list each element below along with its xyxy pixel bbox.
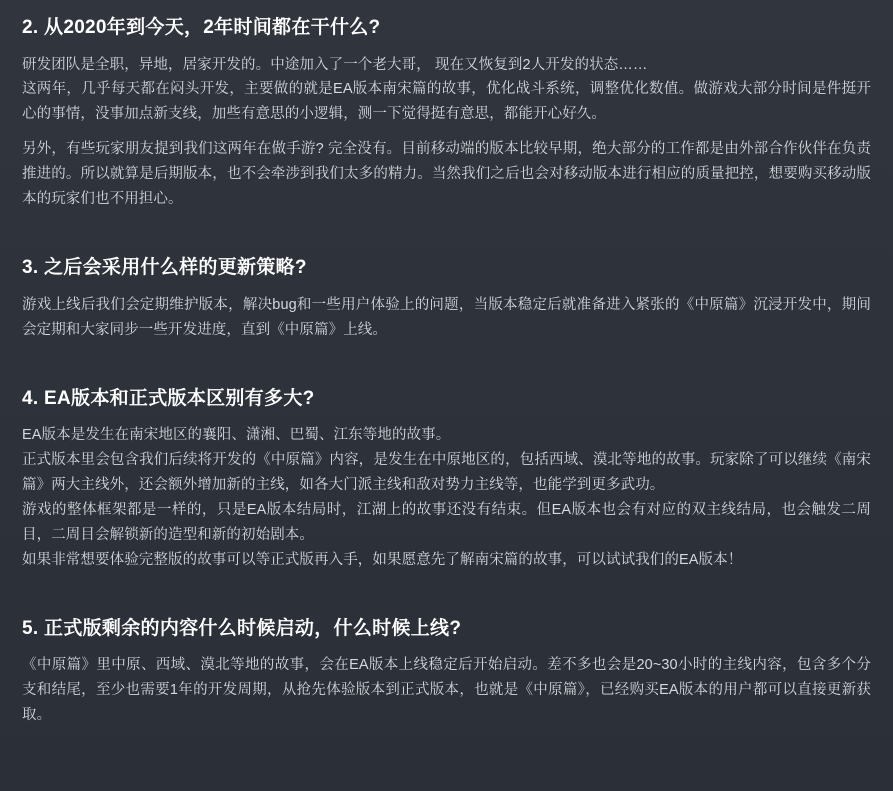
spacer (22, 643, 871, 653)
faq-paragraph-4-1: EA版本是发生在南宋地区的襄阳、潇湘、巴蜀、江东等地的故事。 (22, 427, 451, 443)
faq-section-2 (0, 14, 893, 212)
top-spacer (0, 0, 893, 14)
spacer (22, 43, 871, 53)
section-spacer (0, 573, 893, 615)
faq-paragraph-3-1: 游戏上线后我们会定期维护版本，解决bug和一些用户体验上的问题，当版本稳定后就准备进入紧张的《中原篇》沉浸开发中，期间会定期和大家同步一些开发进度，直到《中原篇》上线。 (22, 296, 871, 338)
faq-section-4 (0, 385, 893, 573)
faq-paragraph-2-1: 研发团队是全职，异地，居家开发的。中途加入了一个老大哥， 现在又恢复到2人开发的状态…… (22, 56, 648, 73)
faq-paragraph-4-4: 如果非常想要体验完整版的故事可以等正式版再入手，如果愿意先了解南宋篇的故事，可以试试我们的EA版本！ (22, 551, 743, 568)
faq-heading-2: 2. 从2020年到今天，2年时间都在干什么? (22, 17, 381, 38)
faq-section-3 (0, 254, 893, 342)
faq-section-5 (0, 615, 893, 728)
faq-paragraph-2-2: 这两年，几乎每天都在闷头开发，主要做的就是EA版本南宋篇的故事，优化战斗系统，调整优化数值。做游戏大部分时间是件挺开心的事情，没事加点新支线，加些有意思的小逻辑，测一下觉得挺有意思，都能开心好久。 (22, 81, 871, 123)
section-spacer (0, 343, 893, 385)
faq-heading-5: 5. 正式版剩余的内容什么时候启动，什么时候上线? (22, 617, 462, 639)
spacer (22, 283, 871, 293)
faq-paragraph-4-2: 正式版本里会包含我们后续将开发的《中原篇》内容，是发生在中原地区的，包括西域、漠北等地的故事。玩家除了可以继续《南宋篇》两大主线外，还会额外增加新的主线，如各大门派主线和敌对势力主线等，也能学到更多武功。 (22, 451, 871, 493)
section-spacer (0, 212, 893, 254)
faq-paragraph-5-1: 《中原篇》里中原、西域、漠北等地的故事，会在EA版本上线稳定后开始启动。差不多也会是20~30小时的主线内容，包含多个分支和结尾，至少也需要1年的开发周期，从抢先体验版本到正式版本，也就是《中原篇》，已经购买EA版本的用户都可以直接更新获取。 (22, 657, 871, 723)
faq-heading-4: 4. EA版本和正式版本区别有多大? (22, 387, 315, 409)
faq-heading-3: 3. 之后会采用什么样的更新策略? (22, 257, 307, 279)
spacer (22, 127, 871, 137)
faq-paragraph-4-3: 游戏的整体框架都是一样的，只是EA版本结局时，江湖上的故事还没有结束。但EA版本也会有对应的双主线结局，也会触发二周目，二周目会解锁新的造型和新的初始剧本。 (22, 501, 871, 543)
faq-paragraph-2-3: 另外，有些玩家朋友提到我们这两年在做手游? 完全没有。目前移动端的版本比较早期，绝大部分的工作都是由外部合作伙伴在负责推进的。所以就算是后期版本，也不会牵涉到我们太多的精力。当然我们之后也会对移动版本进行相应的质量把控，想要购买移动版本的玩家们也不用担心。 (22, 141, 871, 208)
spacer (22, 413, 871, 423)
